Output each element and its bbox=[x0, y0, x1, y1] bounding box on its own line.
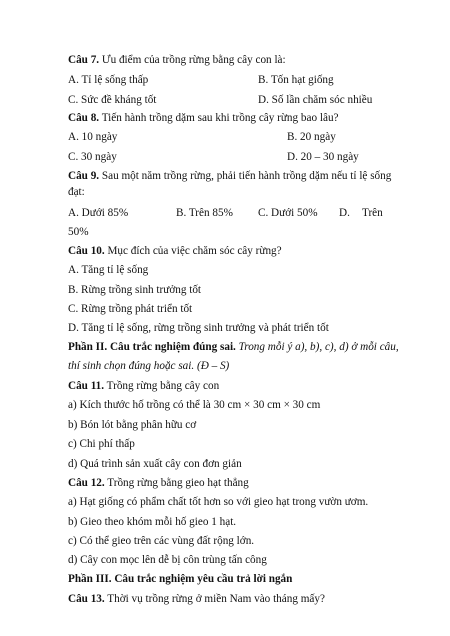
question-10 bbox=[68, 244, 384, 258]
question-9 bbox=[68, 169, 392, 183]
statement-d: d) Quá trình sản xuất cây con đơn giản bbox=[68, 458, 242, 470]
statement-d: d) Cây con mọc lên dễ bị côn trùng tấn công bbox=[68, 554, 267, 566]
question-9-cont: đạt: bbox=[68, 186, 85, 198]
option-b: B. Tốn hạt giống bbox=[258, 74, 334, 86]
option-a: A. Dưới 85% bbox=[68, 207, 129, 219]
option-d: D. 20 – 30 ngày bbox=[287, 151, 359, 163]
option-d: D. Số lần chăm sóc nhiều bbox=[258, 94, 373, 106]
statement-a: a) Kích thước hố trồng có thể là 30 cm × 30 cm × 30 cm bbox=[68, 399, 321, 411]
option-d-value: Trên bbox=[362, 207, 383, 219]
option-b: B. 20 ngày bbox=[287, 131, 336, 143]
part-title: Phần III. Câu trắc nghiệm yêu cầu trả lời ngắn bbox=[68, 573, 293, 585]
option-a: A. Tăng tỉ lệ sống bbox=[68, 264, 149, 276]
option-a: A. Tỉ lệ sống thấp bbox=[68, 74, 149, 86]
question-text: Sau một năm trồng rừng, phải tiến hành trồng dặm nếu tỉ lệ sống bbox=[99, 170, 392, 182]
option-b: B. Rừng trồng sinh trưởng tốt bbox=[68, 284, 202, 296]
question-text: Trồng rừng bằng cây con bbox=[104, 380, 220, 392]
question-text: Tiến hành trồng dặm sau khi trồng cây rừng bao lâu? bbox=[99, 112, 339, 124]
statement-c: c) Chi phí thấp bbox=[68, 438, 135, 450]
question-11 bbox=[68, 379, 384, 393]
question-label: Câu 12. bbox=[68, 477, 105, 489]
option-d: D. Tăng tỉ lệ sống, rừng trồng sinh trưởng và phát triển tốt bbox=[68, 322, 329, 334]
statement-a: a) Hạt giống có phẩm chất tốt hơn so với gieo hạt trong vườn ươm. bbox=[68, 496, 369, 508]
option-c: C. Sức đề kháng tốt bbox=[68, 94, 157, 106]
question-text: Ưu điểm của trồng rừng bằng cây con là: bbox=[99, 54, 286, 66]
statement-b: b) Bón lót bằng phân hữu cơ bbox=[68, 419, 197, 431]
option-b: B. Trên 85% bbox=[176, 207, 233, 219]
option-c: C. Dưới 50% bbox=[258, 207, 318, 219]
question-7 bbox=[68, 53, 384, 67]
question-text: Trồng rừng bằng gieo hạt thẳng bbox=[104, 477, 249, 489]
option-c: C. 30 ngày bbox=[68, 151, 117, 163]
question-8 bbox=[68, 111, 384, 125]
question-label: Câu 10. bbox=[68, 245, 105, 257]
option-d-cont: 50% bbox=[68, 226, 89, 238]
question-text: Mục đích của việc chăm sóc cây rừng? bbox=[104, 245, 282, 257]
question-12 bbox=[68, 476, 384, 490]
option-a: A. 10 ngày bbox=[68, 131, 118, 143]
part-3-heading bbox=[68, 572, 384, 586]
option-c: C. Rừng trồng phát triển tốt bbox=[68, 303, 193, 315]
statement-c: c) Có thể gieo trên các vùng đất rộng lớn. bbox=[68, 535, 255, 547]
part-2-instruction-cont bbox=[68, 359, 384, 373]
question-label: Câu 7. bbox=[68, 54, 100, 66]
part-instruction-line2: thí sinh chọn đúng hoặc sai. (Đ – S) bbox=[68, 360, 230, 372]
part-title: Phần II. Câu trắc nghiệm đúng sai. bbox=[68, 341, 236, 353]
statement-b: b) Gieo theo khóm mỗi hố gieo 1 hạt. bbox=[68, 516, 237, 528]
question-13 bbox=[68, 592, 384, 606]
part-instruction: Trong mỗi ý a), b), c), d) ở mỗi câu, bbox=[235, 341, 399, 353]
question-label: Câu 11. bbox=[68, 380, 105, 392]
question-text: Thời vụ trồng rừng ở miền Nam vào tháng mấy? bbox=[104, 593, 325, 605]
question-label: Câu 13. bbox=[68, 593, 105, 605]
part-2-heading bbox=[68, 340, 399, 354]
option-d-label: D. bbox=[339, 207, 350, 219]
question-label: Câu 9. bbox=[68, 170, 100, 182]
question-label: Câu 8. bbox=[68, 112, 100, 124]
